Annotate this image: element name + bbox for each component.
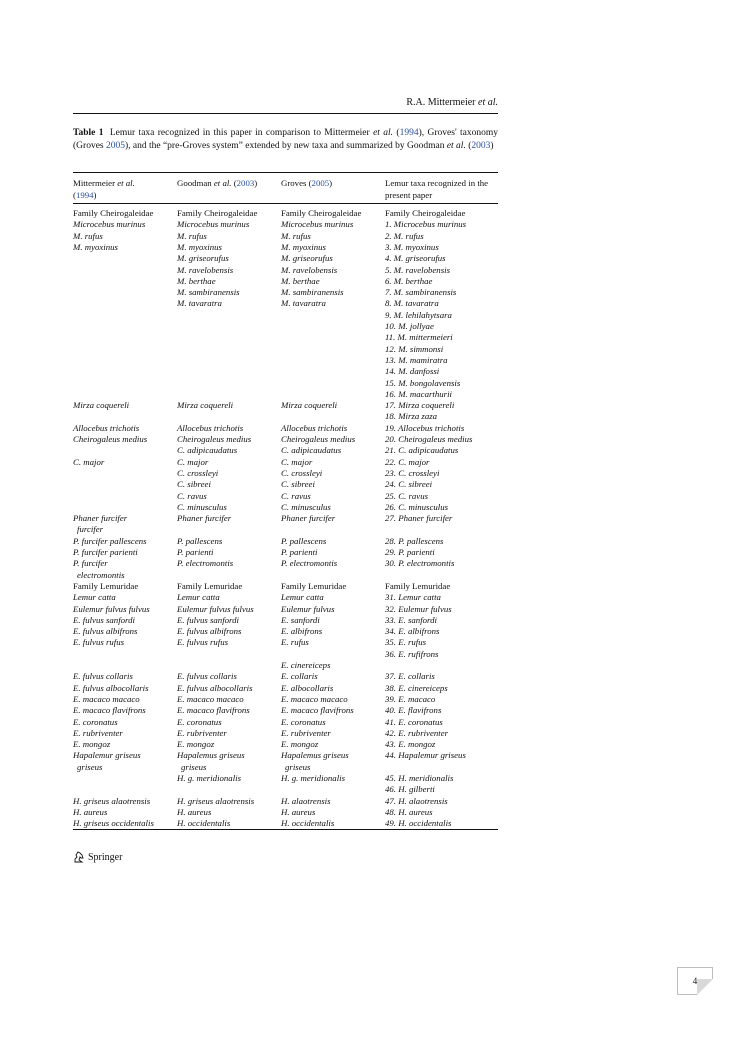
table-cell-col2: Hapalemus griseus bbox=[177, 750, 245, 761]
table-cell-col3: H. aureus bbox=[281, 806, 316, 817]
header-col4-line2: present paper bbox=[385, 190, 433, 200]
table-cell-col1: Mirza coquereli bbox=[73, 400, 130, 411]
table-row bbox=[73, 524, 503, 535]
table-row bbox=[73, 332, 503, 343]
table-cell-col3: E. rubriventer bbox=[281, 727, 331, 738]
table-cell-col4: 32. Eulemur fulvus bbox=[385, 603, 452, 614]
table-cell-col3: P. pallescens bbox=[281, 535, 327, 546]
table-cell-col2: E. macaco macaco bbox=[177, 693, 244, 704]
table-cell-col3: Mirza coquereli bbox=[281, 400, 338, 411]
header-col2-etal: et al. bbox=[213, 178, 232, 188]
table-row bbox=[73, 671, 503, 682]
table-cell-col2: Family Cheirogaleidae bbox=[177, 208, 258, 218]
table-cell-col4: 25. C. ravus bbox=[385, 490, 429, 501]
table-cell-col1: M. rufus bbox=[73, 230, 103, 241]
table-cell-col3: M. griseorufus bbox=[281, 253, 333, 264]
table-cell-col3: Family Cheirogaleidae bbox=[281, 208, 362, 218]
table-cell-col4: 16. M. macarthurii bbox=[385, 388, 452, 399]
table-cell-col2: E. macaco flavifrons bbox=[177, 705, 250, 716]
table-cell-col3: P. electromontis bbox=[281, 558, 338, 569]
table-cell-col4: 30. P. electromontis bbox=[385, 558, 455, 569]
table-cell-col4: 41. E. coronatus bbox=[385, 716, 443, 727]
table-cell-col3: M. berthae bbox=[281, 275, 320, 286]
table-cell-col4: 35. E. rufus bbox=[385, 637, 427, 648]
table-cell-col4: 38. E. cinereiceps bbox=[385, 682, 448, 693]
table-row bbox=[73, 604, 503, 615]
table-cell-col4: 3. M. myoxinus bbox=[385, 241, 439, 252]
table-cell-col4: 10. M. jollyae bbox=[385, 321, 434, 331]
table-cell-col1: Family Lemuridae bbox=[73, 580, 139, 591]
table-row bbox=[73, 366, 503, 377]
table-row bbox=[73, 242, 503, 253]
table-cell-col1: E. fulvus albocollaris bbox=[73, 682, 149, 693]
table-cell-col3: E. mongoz bbox=[281, 739, 319, 750]
table-row bbox=[73, 265, 503, 276]
table-cell-col4: Family Cheirogaleidae bbox=[385, 208, 466, 218]
table-cell-col1: P. furcifer parienti bbox=[73, 547, 138, 557]
table-cell-col4: 43. E. mongoz bbox=[385, 739, 436, 750]
table-row bbox=[73, 344, 503, 355]
table-cell-col4: 21. C. adipicaudatus bbox=[385, 445, 459, 456]
table-cell-col1: E. fulvus rufus bbox=[73, 637, 125, 648]
citation-link-1994[interactable]: 1994 bbox=[399, 128, 419, 138]
table-cell-col3: C. ravus bbox=[281, 490, 311, 501]
citation-link-2003[interactable]: 2003 bbox=[471, 141, 491, 151]
running-head bbox=[406, 97, 498, 108]
table-row bbox=[73, 615, 503, 626]
table-cell-col1: P. furcifer pallescens bbox=[73, 535, 147, 546]
table-row bbox=[73, 434, 503, 445]
header-col3-year-link[interactable]: 2005 bbox=[311, 178, 330, 188]
table-row bbox=[73, 547, 503, 558]
table-cell-col4: 29. P. parienti bbox=[385, 547, 435, 557]
table-row bbox=[73, 728, 503, 739]
table-cell-col2: H. g. meridionalis bbox=[177, 773, 242, 783]
table-cell-col4: 7. M. sambiranensis bbox=[385, 287, 457, 298]
table-cell-col4: 49. H. occidentalis bbox=[385, 818, 452, 829]
table-cell-col1: E. mongoz bbox=[73, 739, 111, 750]
table-row bbox=[73, 298, 503, 309]
table-cell-col2: E. fulvus albocollaris bbox=[177, 682, 253, 693]
caption-text-6: ) bbox=[490, 141, 494, 151]
table-cell-col3: C. major bbox=[281, 456, 313, 467]
table-cell-col1: E. fulvus albifrons bbox=[73, 626, 138, 637]
table-cell-col3: Lemur catta bbox=[281, 592, 324, 603]
table-row bbox=[73, 796, 503, 807]
header-col-mittermeier: Mittermeier et al. (1994) bbox=[73, 178, 135, 200]
table-cell-col3: Microcebus murinus bbox=[281, 219, 354, 230]
table-cell-col3: Hapalemus griseus bbox=[281, 750, 349, 761]
table-cell-col2: C. sibreei bbox=[177, 479, 211, 490]
table-cell-col3: E. albifrons bbox=[281, 626, 323, 637]
table-cell-col2: E. rubriventer bbox=[177, 727, 227, 738]
table-cell-col2: Cheirogaleus medius bbox=[177, 434, 252, 444]
table-cell-col1: M. myoxinus bbox=[73, 241, 118, 252]
table-cell-col3: E. coronatus bbox=[281, 716, 326, 727]
header-col2-name: Goodman bbox=[177, 178, 214, 188]
table-cell-col3: E. albocollaris bbox=[281, 682, 334, 693]
table-label: Table 1 bbox=[73, 128, 104, 138]
table-cell-col3: E. macaco macaco bbox=[281, 693, 348, 704]
table-cell-col2: P. parienti bbox=[177, 547, 214, 557]
table-cell-col1: Cheirogaleus medius bbox=[73, 434, 148, 444]
table-row bbox=[73, 231, 503, 242]
table-row bbox=[73, 479, 503, 490]
caption-etal-2: et al. bbox=[446, 141, 466, 151]
table-row bbox=[73, 468, 503, 479]
table-cell-col2: C. crossleyi bbox=[177, 467, 219, 478]
header-col2-year-link[interactable]: 2003 bbox=[236, 178, 255, 188]
header-col-goodman: Goodman et al. (2003) bbox=[177, 178, 258, 188]
table-row bbox=[73, 558, 503, 569]
table-cell-col4: 14. M. danfossi bbox=[385, 366, 440, 377]
page-curl-icon bbox=[697, 979, 713, 995]
table-cell-col3: M. sambiranensis bbox=[281, 287, 344, 298]
table-row bbox=[73, 491, 503, 502]
citation-link-2005[interactable]: 2005 bbox=[105, 141, 125, 151]
table-cell-col3: C. minusculus bbox=[281, 501, 331, 512]
table-cell-col4: 5. M. ravelobensis bbox=[385, 264, 450, 275]
table-cell-col4: 19. Allocebus trichotis bbox=[385, 422, 465, 433]
table-cell-col2: E. coronatus bbox=[177, 716, 222, 727]
caption-etal-1: et al. bbox=[373, 128, 394, 138]
page-number-badge bbox=[677, 967, 713, 995]
table-cell-col3: C. sibreei bbox=[281, 479, 315, 490]
table-cell-col2: H. griseus alaotrensis bbox=[177, 795, 255, 806]
table-row bbox=[73, 321, 503, 332]
table-cell-col2: M. myoxinus bbox=[177, 241, 222, 252]
table-row bbox=[73, 818, 503, 829]
table-cell-col4: 31. Lemur catta bbox=[385, 592, 441, 603]
table-row bbox=[73, 773, 503, 784]
springer-knight-icon bbox=[73, 851, 85, 863]
table-row bbox=[73, 717, 503, 728]
table-top-rule bbox=[73, 172, 498, 173]
table-cell-col1: E. fulvus sanfordi bbox=[73, 614, 135, 625]
table-cell-col4: 9. M. lehilahytsara bbox=[385, 309, 452, 320]
table-cell-col4: 11. M. mittermeieri bbox=[385, 332, 453, 343]
table-cell-col4: 34. E. albifrons bbox=[385, 626, 440, 637]
table-cell-col4: 8. M. tavaratra bbox=[385, 298, 439, 309]
publisher-logo bbox=[73, 851, 122, 863]
table-cell-col3: E. cinereiceps bbox=[281, 660, 331, 670]
table-cell-col2: C. ravus bbox=[177, 490, 207, 501]
table-row bbox=[73, 400, 503, 411]
table-row bbox=[73, 637, 503, 648]
table-row bbox=[73, 739, 503, 750]
table-row bbox=[73, 694, 503, 705]
table-row bbox=[73, 762, 503, 773]
table-row bbox=[73, 310, 503, 321]
table-cell-col2: M. sambiranensis bbox=[177, 287, 240, 298]
table-cell-col2: C. major bbox=[177, 456, 209, 467]
table-cell-col4: 18. Mirza zaza bbox=[385, 411, 438, 422]
table-cell-col3: Eulemur fulvus bbox=[281, 603, 335, 614]
table-cell-col2: griseus bbox=[181, 761, 207, 772]
table-row bbox=[73, 626, 503, 637]
table-cell-col1: E. coronatus bbox=[73, 716, 118, 727]
table-cell-col2: Mirza coquereli bbox=[177, 400, 234, 411]
caption-text-2: ( bbox=[393, 128, 400, 138]
table-cell-col4: 12. M. simmonsi bbox=[385, 343, 444, 354]
table-cell-col1: furcifer bbox=[77, 524, 104, 535]
table-cell-col3: Allocebus trichotis bbox=[281, 422, 348, 433]
table-cell-col4: 42. E. rubriventer bbox=[385, 727, 449, 738]
table-row bbox=[73, 660, 503, 671]
table-row bbox=[73, 513, 503, 524]
header-rule bbox=[73, 113, 498, 114]
table-cell-col4: 44. Hapalemur griseus bbox=[385, 750, 466, 761]
header-col1-etal: et al. bbox=[117, 178, 135, 188]
table-cell-col1: E. rubriventer bbox=[73, 727, 123, 738]
table-row bbox=[73, 592, 503, 603]
table-cell-col3: M. myoxinus bbox=[281, 241, 326, 252]
table-cell-col2: Microcebus murinus bbox=[177, 219, 250, 230]
table-cell-col2: Family Lemuridae bbox=[177, 580, 243, 591]
table-cell-col4: 40. E. flavifrons bbox=[385, 705, 442, 716]
table-cell-col2: H. aureus bbox=[177, 806, 212, 817]
table-cell-col1: H. griseus occidentalis bbox=[73, 818, 154, 829]
table-row bbox=[73, 502, 503, 513]
table-cell-col4: 4. M. griseorufus bbox=[385, 253, 446, 264]
table-row bbox=[73, 649, 503, 660]
table-cell-col1: Phaner furcifer bbox=[73, 513, 128, 524]
table-row bbox=[73, 423, 503, 434]
table-row bbox=[73, 784, 503, 795]
table-cell-col2: E. fulvus albifrons bbox=[177, 626, 242, 637]
table-cell-col1: electromontis bbox=[77, 569, 125, 580]
table-cell-col4: 15. M. bongolavensis bbox=[385, 377, 461, 388]
header-col-present bbox=[385, 177, 488, 201]
table-cell-col4: 47. H. alaotrensis bbox=[385, 795, 448, 806]
table-caption bbox=[73, 127, 498, 153]
header-col3-name: Groves ( bbox=[281, 178, 312, 188]
table-row bbox=[73, 570, 503, 581]
header-col1-year-link[interactable]: 1994 bbox=[75, 190, 94, 200]
table-row bbox=[73, 445, 503, 456]
table-cell-col2: C. minusculus bbox=[177, 501, 227, 512]
table-cell-col3: M. tavaratra bbox=[281, 298, 326, 309]
table-cell-col1: Lemur catta bbox=[73, 592, 116, 603]
table-cell-col3: Family Lemuridae bbox=[281, 580, 347, 591]
table-cell-col3: H. occidentalis bbox=[281, 818, 335, 829]
table-cell-col2: Allocebus trichotis bbox=[177, 422, 244, 433]
header-col4-line1: Lemur taxa recognized in the bbox=[385, 178, 489, 188]
table-cell-col1: E. macaco flavifrons bbox=[73, 705, 146, 716]
table-row bbox=[73, 705, 503, 716]
table-cell-col2: M. ravelobensis bbox=[177, 264, 234, 275]
table-cell-col4: 39. E. macaco bbox=[385, 693, 436, 704]
caption-text-4: ), and the “pre-Groves system” extended by new taxa and summarized by Goodman bbox=[124, 141, 447, 151]
caption-text-1: Lemur taxa recognized in this paper in comparison to Mittermeier bbox=[109, 128, 374, 138]
table-row bbox=[73, 219, 503, 230]
table-cell-col1: Allocebus trichotis bbox=[73, 422, 140, 433]
table-cell-col2: E. fulvus sanfordi bbox=[177, 614, 239, 625]
table-cell-col3: C. adipicaudatus bbox=[281, 445, 342, 456]
table-cell-col3: M. rufus bbox=[281, 230, 311, 241]
table-row bbox=[73, 208, 503, 219]
table-cell-col4: 28. P. pallescens bbox=[385, 535, 444, 546]
table-cell-col4: 37. E. collaris bbox=[385, 671, 435, 682]
table-cell-col4: 33. E. sanfordi bbox=[385, 614, 437, 625]
header-col1-name: Mittermeier bbox=[73, 178, 118, 188]
table-row bbox=[73, 683, 503, 694]
table-cell-col3: E. collaris bbox=[281, 671, 318, 682]
table-cell-col4: 36. E. rufifrons bbox=[385, 648, 439, 659]
header-col-groves bbox=[281, 177, 332, 189]
table-row bbox=[73, 389, 503, 400]
running-head-author: R.A. Mittermeier bbox=[406, 97, 476, 108]
table-row bbox=[73, 355, 503, 366]
table-cell-col1: H. aureus bbox=[73, 806, 108, 817]
table-cell-col2: M. tavaratra bbox=[177, 298, 222, 309]
table-cell-col1: P. furcifer bbox=[73, 558, 108, 569]
table-cell-col4: 23. C. crossleyi bbox=[385, 467, 440, 478]
table-cell-col4: 17. Mirza coquereli bbox=[385, 400, 455, 411]
table-row bbox=[73, 276, 503, 287]
table-cell-col2: H. occidentalis bbox=[177, 818, 231, 829]
table-cell-col2: Lemur catta bbox=[177, 592, 220, 603]
table-cell-col2: E. fulvus collaris bbox=[177, 671, 237, 682]
table-cell-col4: Family Lemuridae bbox=[385, 580, 451, 591]
table-cell-col1: Family Cheirogaleidae bbox=[73, 208, 154, 218]
table-cell-col1: E. macaco macaco bbox=[73, 693, 140, 704]
table-cell-col4: 27. Phaner furcifer bbox=[385, 513, 453, 524]
table-cell-col3: E. sanfordi bbox=[281, 614, 320, 625]
table-cell-col4: 45. H. meridionalis bbox=[385, 773, 454, 783]
table-row bbox=[73, 411, 503, 422]
table-cell-col2: M. griseorufus bbox=[177, 253, 229, 264]
table-cell-col1: Eulemur fulvus fulvus bbox=[73, 603, 150, 614]
table-cell-col2: E. fulvus rufus bbox=[177, 637, 229, 648]
table-cell-col4: 2. M. rufus bbox=[385, 230, 424, 241]
table-cell-col3: E. macaco flavifrons bbox=[281, 705, 354, 716]
table-cell-col3: E. rufus bbox=[281, 637, 309, 648]
table-cell-col1: C. major bbox=[73, 456, 105, 467]
table-cell-col1: griseus bbox=[77, 761, 103, 772]
table-row bbox=[73, 807, 503, 818]
table-bottom-rule bbox=[73, 829, 498, 830]
table-cell-col2: M. berthae bbox=[177, 275, 216, 286]
table-cell-col4: 22. C. major bbox=[385, 456, 430, 467]
table-cell-col2: M. rufus bbox=[177, 230, 207, 241]
running-head-etal: et al. bbox=[478, 97, 498, 108]
table-cell-col4: 13. M. mamiratra bbox=[385, 354, 448, 365]
table-cell-col1: Hapalemur griseus bbox=[73, 750, 141, 761]
table-cell-col4: 6. M. berthae bbox=[385, 275, 433, 286]
table-cell-col3: H. g. meridionalis bbox=[281, 773, 346, 783]
table-cell-col2: Eulemur fulvus fulvus bbox=[177, 603, 254, 614]
table-header-rule bbox=[73, 203, 498, 204]
table-cell-col3: C. crossleyi bbox=[281, 467, 323, 478]
table-row bbox=[73, 287, 503, 298]
table-cell-col4: 24. C. sibreei bbox=[385, 479, 433, 490]
table-cell-col2: Phaner furcifer bbox=[177, 513, 232, 524]
table-cell-col2: P. electromontis bbox=[177, 558, 234, 569]
table-row bbox=[73, 253, 503, 264]
header-col3-close: ) bbox=[329, 178, 333, 188]
table-cell-col3: H. alaotrensis bbox=[281, 795, 331, 806]
table-cell-col4: 48. H. aureus bbox=[385, 806, 433, 817]
table-row bbox=[73, 581, 503, 592]
publisher-name: Springer bbox=[88, 851, 123, 863]
table-row bbox=[73, 378, 503, 389]
table-cell-col2: C. adipicaudatus bbox=[177, 445, 238, 456]
table-row bbox=[73, 750, 503, 761]
table-cell-col4: 46. H. gilberti bbox=[385, 784, 435, 795]
table-cell-col1: H. griseus alaotrensis bbox=[73, 795, 151, 806]
table-cell-col3: griseus bbox=[285, 761, 311, 772]
table-cell-col4: 20. Cheirogaleus medius bbox=[385, 434, 473, 444]
table-cell-col3: M. ravelobensis bbox=[281, 264, 338, 275]
table-cell-col3: Cheirogaleus medius bbox=[281, 434, 356, 444]
table-cell-col4: 1. Microcebus murinus bbox=[385, 219, 467, 230]
table-cell-col2: E. mongoz bbox=[177, 739, 215, 750]
table-cell-col3: P. parienti bbox=[281, 547, 318, 557]
caption-text-3: ), Groves' taxonomy (Groves bbox=[73, 128, 499, 151]
caption-text-5: ( bbox=[465, 141, 472, 151]
table-cell-col1: E. fulvus collaris bbox=[73, 671, 133, 682]
table-row bbox=[73, 457, 503, 468]
table-cell-col2: P. pallescens bbox=[177, 535, 223, 546]
table-cell-col3: Phaner furcifer bbox=[281, 513, 336, 524]
table-cell-col1: Microcebus murinus bbox=[73, 219, 146, 230]
page-number: 4 bbox=[692, 976, 698, 986]
table-row bbox=[73, 536, 503, 547]
table-cell-col4: 26. C. minusculus bbox=[385, 501, 449, 512]
